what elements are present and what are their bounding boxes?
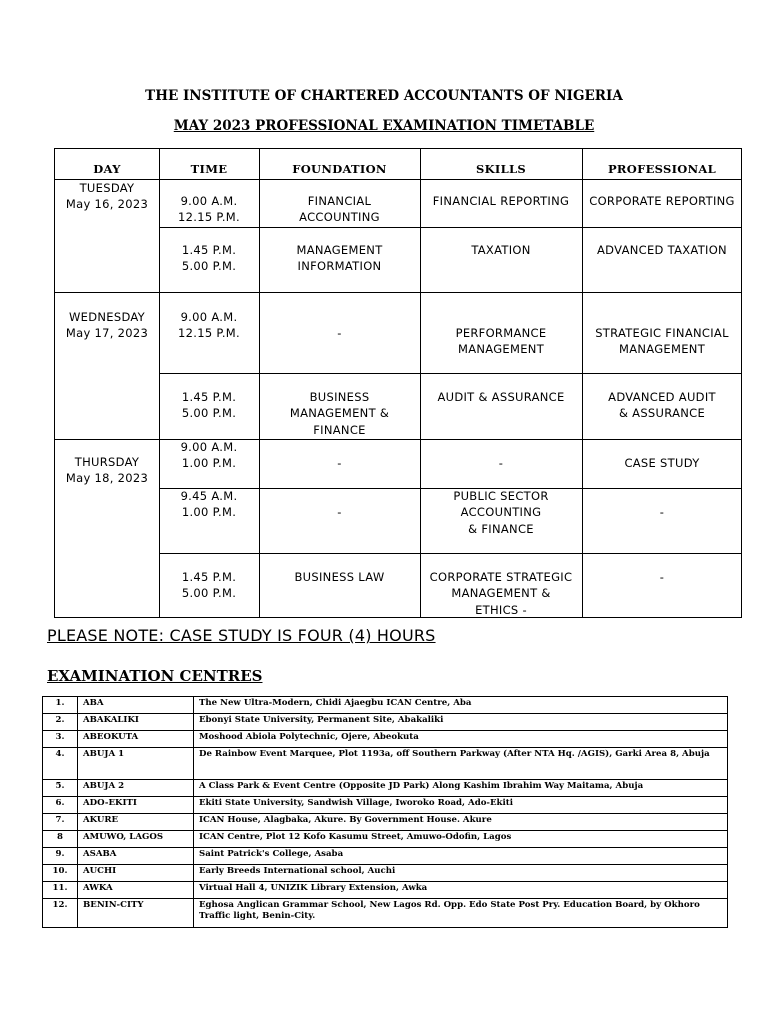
cell-line: 1.45 P.M. <box>181 390 237 404</box>
cell-line: May 16, 2023 <box>65 197 149 212</box>
examination-centres-table <box>42 696 728 928</box>
centre-number: 11. <box>43 882 78 899</box>
grid-line <box>159 553 742 554</box>
centre-number: 4. <box>43 748 78 780</box>
centre-number: 5. <box>43 780 78 797</box>
time-cell <box>159 439 259 472</box>
cell-line: TAXATION <box>471 243 531 257</box>
centre-name: ABUJA 1 <box>78 748 194 780</box>
cell-line: THURSDAY <box>74 455 140 469</box>
professional-cell <box>582 389 742 422</box>
centre-address: De Rainbow Event Marquee, Plot 1193a, off Southern Parkway (After NTA Hq. /AGIS), Garki Area 8, Abuja <box>194 748 728 780</box>
cell-line: ADVANCED TAXATION <box>597 243 727 257</box>
cell-line: FINANCIAL REPORTING <box>432 194 570 208</box>
day-cell <box>55 454 159 487</box>
cell-line: STRATEGIC FINANCIAL <box>595 326 729 340</box>
table-row <box>43 780 728 797</box>
column-header-day: DAY <box>93 162 121 176</box>
column-header-foundation: FOUNDATION <box>292 162 387 176</box>
skills-cell <box>420 455 582 471</box>
centre-name: ABA <box>78 697 194 714</box>
centre-number: 12. <box>43 899 78 928</box>
time-cell <box>159 488 259 521</box>
centre-number: 1. <box>43 697 78 714</box>
cell-line: 1.45 P.M. <box>181 243 237 257</box>
centre-number: 6. <box>43 797 78 814</box>
table-row <box>43 899 728 928</box>
table-row <box>43 731 728 748</box>
skills-cell <box>420 569 582 618</box>
professional-cell <box>582 242 742 258</box>
grid-line <box>582 149 583 617</box>
centre-name: AWKA <box>78 882 194 899</box>
skills-cell <box>420 488 582 537</box>
time-cell <box>159 569 259 602</box>
professional-cell <box>582 193 742 209</box>
centre-number: 2. <box>43 714 78 731</box>
foundation-cell <box>259 325 420 341</box>
cell-line: INFORMATION <box>297 259 382 274</box>
cell-line: CASE STUDY <box>624 456 700 470</box>
grid-line <box>159 227 742 228</box>
table-row <box>43 865 728 882</box>
cell-line: - <box>659 505 665 519</box>
skills-cell <box>420 389 582 405</box>
cell-line: CORPORATE STRATEGIC <box>429 570 573 584</box>
centre-name: ABUJA 2 <box>78 780 194 797</box>
grid-line <box>420 149 421 617</box>
cell-line: BUSINESS LAW <box>294 570 385 584</box>
cell-line: 5.00 P.M. <box>181 259 237 274</box>
table-row <box>43 697 728 714</box>
time-cell <box>159 389 259 422</box>
centre-address: A Class Park & Event Centre (Opposite JD Park) Along Kashim Ibrahim Way Maitama, Abuja <box>194 780 728 797</box>
centre-address: Early Breeds International school, Auchi <box>194 865 728 882</box>
centre-address: ICAN House, Alagbaka, Akure. By Government House. Akure <box>194 814 728 831</box>
cell-line: - <box>498 456 504 470</box>
cell-line: 1.45 P.M. <box>181 570 237 584</box>
centre-name: ASABA <box>78 848 194 865</box>
skills-cell <box>420 193 582 209</box>
cell-line: ACCOUNTING <box>299 210 380 225</box>
cell-line: May 17, 2023 <box>65 326 149 341</box>
cell-line: - <box>337 505 342 519</box>
centre-name: AUCHI <box>78 865 194 882</box>
centre-number: 7. <box>43 814 78 831</box>
centre-address: Saint Patrick's College, Asaba <box>194 848 728 865</box>
cell-line: 9.00 A.M. <box>180 194 238 208</box>
cell-line: MANAGEMENT <box>457 342 545 357</box>
centre-name: ADO-EKITI <box>78 797 194 814</box>
cell-line: May 18, 2023 <box>65 471 149 486</box>
foundation-cell <box>259 242 420 275</box>
foundation-cell <box>259 389 420 438</box>
cell-line: PERFORMANCE <box>455 326 547 340</box>
cell-line: FINANCIAL <box>307 194 372 208</box>
cell-line: ETHICS - <box>475 602 527 617</box>
table-row <box>43 882 728 899</box>
cell-line: 1.00 P.M. <box>181 456 237 471</box>
table-row <box>43 814 728 831</box>
cell-line: 1.00 P.M. <box>181 505 237 520</box>
foundation-cell <box>259 504 420 520</box>
column-header-skills: SKILLS <box>476 162 526 176</box>
cell-line: 5.00 P.M. <box>181 586 237 601</box>
cell-line: TUESDAY <box>79 181 135 195</box>
centre-number: 9. <box>43 848 78 865</box>
professional-cell <box>582 504 742 520</box>
exam-timetable <box>54 148 742 618</box>
skills-cell <box>420 325 582 358</box>
centre-number: 3. <box>43 731 78 748</box>
cell-line: ACCOUNTING <box>460 505 542 520</box>
cell-line: ADVANCED AUDIT <box>608 390 716 404</box>
centre-address: ICAN Centre, Plot 12 Kofo Kasumu Street, Amuwo-Odofin, Lagos <box>194 831 728 848</box>
professional-cell <box>582 325 742 358</box>
centre-name: AKURE <box>78 814 194 831</box>
table-row <box>43 748 728 780</box>
cell-line: BUSINESS <box>309 390 370 404</box>
table-row <box>43 831 728 848</box>
centre-address: Ebonyi State University, Permanent Site, Abakaliki <box>194 714 728 731</box>
centre-address: Moshood Abiola Polytechnic, Ojere, Abeokuta <box>194 731 728 748</box>
centre-number: 8 <box>43 831 78 848</box>
cell-line: 12.15 P.M. <box>178 326 240 341</box>
cell-line: & ASSURANCE <box>618 406 706 421</box>
case-study-note: PLEASE NOTE: CASE STUDY IS FOUR (4) HOURS <box>47 626 436 645</box>
cell-line: FINANCE <box>313 422 366 437</box>
cell-line: MANAGEMENT <box>296 243 383 257</box>
cell-line: 12.15 P.M. <box>178 210 240 225</box>
cell-line: 9.45 A.M. <box>180 489 238 503</box>
centres-heading: EXAMINATION CENTRES <box>47 667 263 685</box>
centre-address: Eghosa Anglican Grammar School, New Lagos Rd. Opp. Edo State Post Pry. Education Board, by Okhoro Traffic light, Benin-City. <box>194 899 728 928</box>
centre-name: BENIN-CITY <box>78 899 194 928</box>
grid-line <box>55 292 742 293</box>
cell-line: 5.00 P.M. <box>181 406 237 421</box>
cell-line: & FINANCE <box>468 521 534 536</box>
cell-line: PUBLIC SECTOR <box>453 489 549 503</box>
centre-address: The New Ultra-Modern, Chidi Ajaegbu ICAN Centre, Aba <box>194 697 728 714</box>
cell-line: WEDNESDAY <box>68 310 145 324</box>
column-header-time: TIME <box>190 162 228 176</box>
cell-line: CORPORATE REPORTING <box>589 194 735 208</box>
document-title: THE INSTITUTE OF CHARTERED ACCOUNTANTS OF NIGERIA <box>145 88 623 104</box>
cell-line: MANAGEMENT <box>618 342 706 357</box>
cell-line: MANAGEMENT & <box>289 406 390 421</box>
skills-cell <box>420 242 582 258</box>
table-row <box>43 714 728 731</box>
day-cell <box>55 180 159 213</box>
grid-line <box>159 373 742 374</box>
centre-address: Virtual Hall 4, UNIZIK Library Extension, Awka <box>194 882 728 899</box>
foundation-cell <box>259 569 420 585</box>
centre-name: ABEOKUTA <box>78 731 194 748</box>
day-cell <box>55 309 159 342</box>
cell-line: - <box>337 326 342 340</box>
foundation-cell <box>259 193 420 226</box>
table-row <box>43 848 728 865</box>
professional-cell <box>582 569 742 585</box>
table-row <box>43 797 728 814</box>
centre-name: AMUWO, LAGOS <box>78 831 194 848</box>
centre-number: 10. <box>43 865 78 882</box>
cell-line: 9.00 A.M. <box>180 440 238 454</box>
cell-line: - <box>337 456 342 470</box>
cell-line: MANAGEMENT & <box>451 586 551 601</box>
column-header-professional: PROFESSIONAL <box>607 162 717 176</box>
centre-name: ABAKALIKI <box>78 714 194 731</box>
time-cell <box>159 309 259 342</box>
foundation-cell <box>259 455 420 471</box>
cell-line: - <box>659 570 665 584</box>
cell-line: AUDIT & ASSURANCE <box>437 390 565 404</box>
time-cell <box>159 242 259 275</box>
cell-line: 9.00 A.M. <box>180 310 238 324</box>
professional-cell <box>582 455 742 471</box>
centre-address: Ekiti State University, Sandwish Village, Iworoko Road, Ado-Ekiti <box>194 797 728 814</box>
time-cell <box>159 193 259 226</box>
timetable-subtitle: MAY 2023 PROFESSIONAL EXAMINATION TIMETABLE <box>173 118 595 134</box>
